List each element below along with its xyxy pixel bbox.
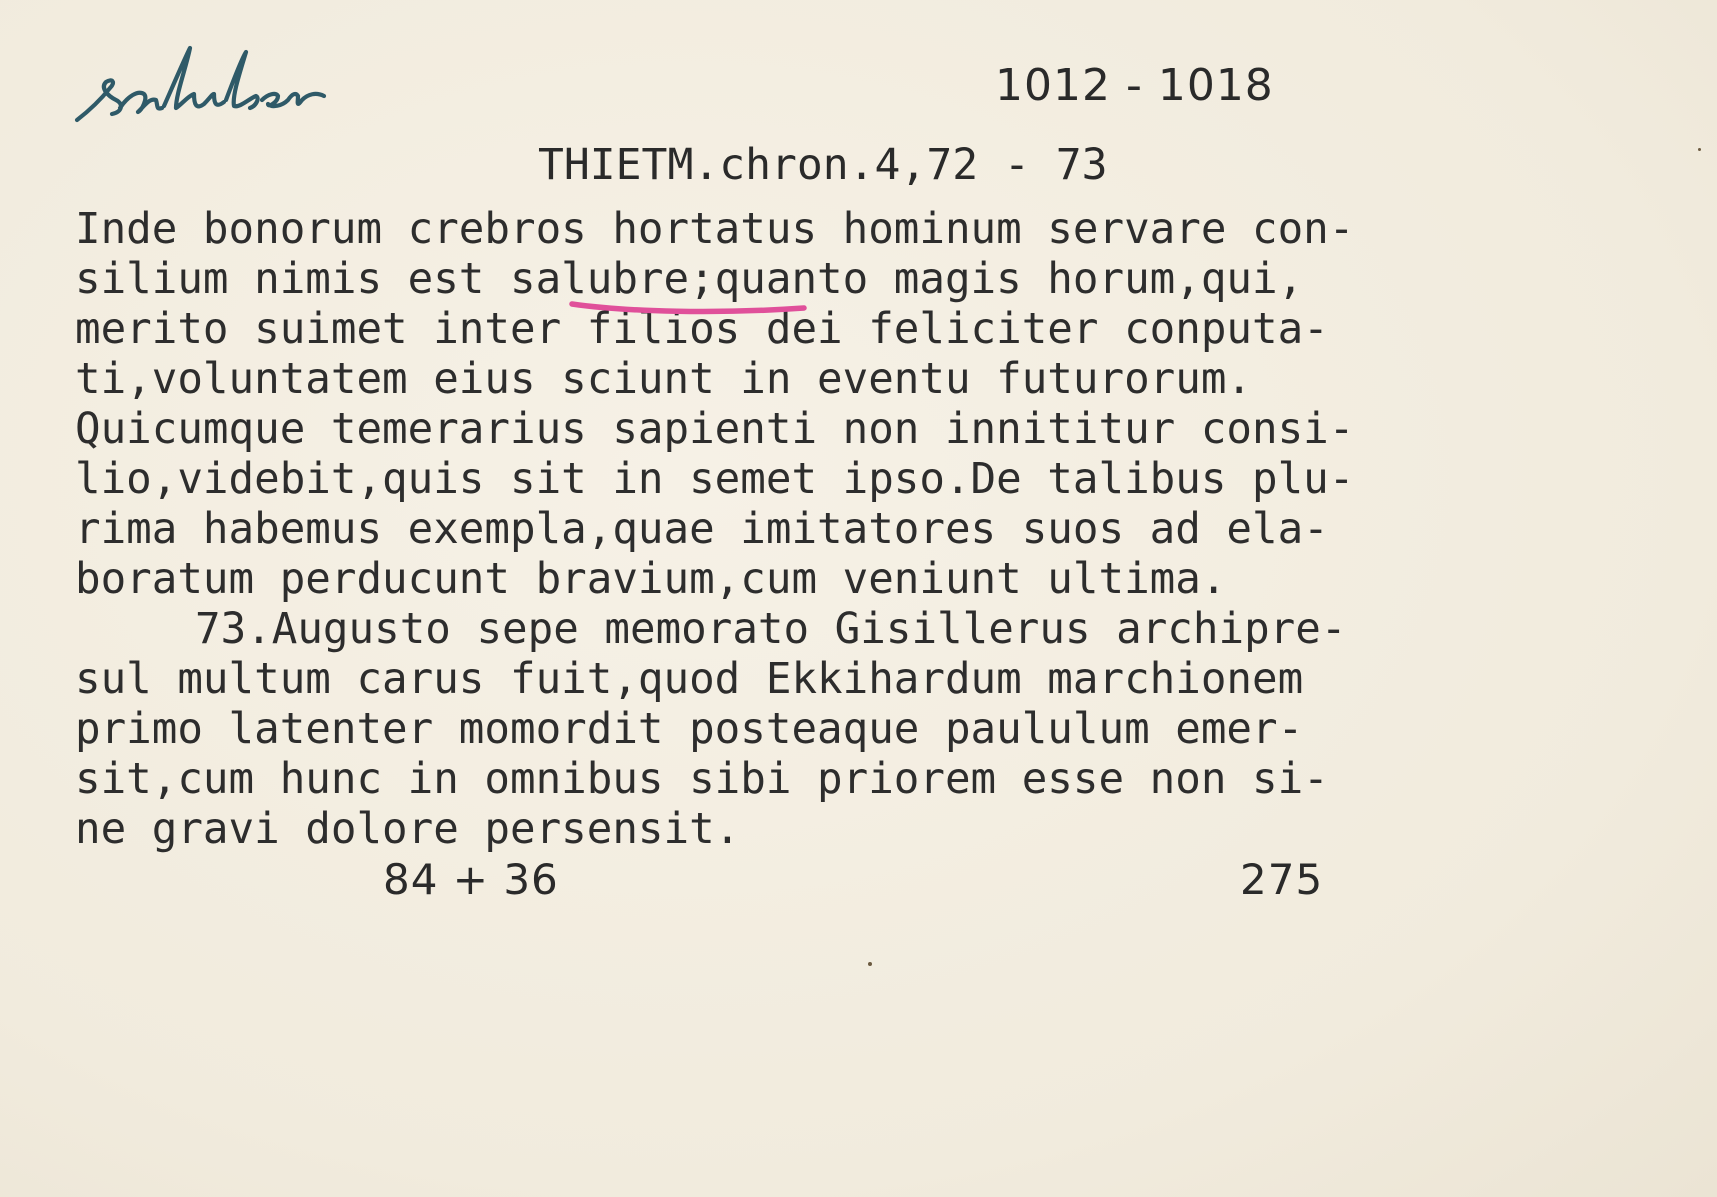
text-line: sit,cum hunc in omnibus sibi priorem esse non si- [75, 755, 1329, 804]
underline-stroke [568, 296, 808, 318]
highlight-underline [568, 296, 808, 318]
text-line: rima habemus exempla,quae imitatores suos ad ela- [75, 505, 1329, 554]
text-line: Inde bonorum crebros hortatus hominum servare con- [75, 205, 1355, 254]
text-line: 73.Augusto sepe memorato Gisillerus archipre- [195, 605, 1347, 654]
paper-speck [1698, 148, 1701, 151]
text-line: sul multum carus fuit,quod Ekkihardum marchionem [75, 655, 1304, 704]
count-right: 275 [1240, 855, 1324, 904]
text-line: boratum perducunt bravium,cum veniunt ultima. [75, 555, 1227, 604]
quotation-text [75, 205, 1615, 855]
text-line: lio,videbit,quis sit in semet ipso.De talibus plu- [75, 455, 1355, 504]
text-line: ti,voluntatem eius sciunt in eventu futurorum. [75, 355, 1253, 404]
text-line: merito suimet inter filios dei feliciter conputa- [75, 305, 1329, 354]
headword-script [72, 38, 332, 133]
count-left: 84 + 36 [383, 855, 559, 904]
source-citation: THIETM.chron.4,72 - 73 [538, 140, 1108, 190]
date-range: 1012 - 1018 [995, 60, 1274, 111]
text-line: ne gravi dolore persensit. [75, 805, 741, 854]
text-line: Quicumque temerarius sapienti non innititur consi- [75, 405, 1355, 454]
handwritten-headword [72, 38, 332, 133]
text-line: primo latenter momordit posteaque paululum emer- [75, 705, 1304, 754]
text-line: silium nimis est salubre;quanto magis horum,qui, [75, 255, 1304, 304]
paper-speck [868, 962, 872, 966]
